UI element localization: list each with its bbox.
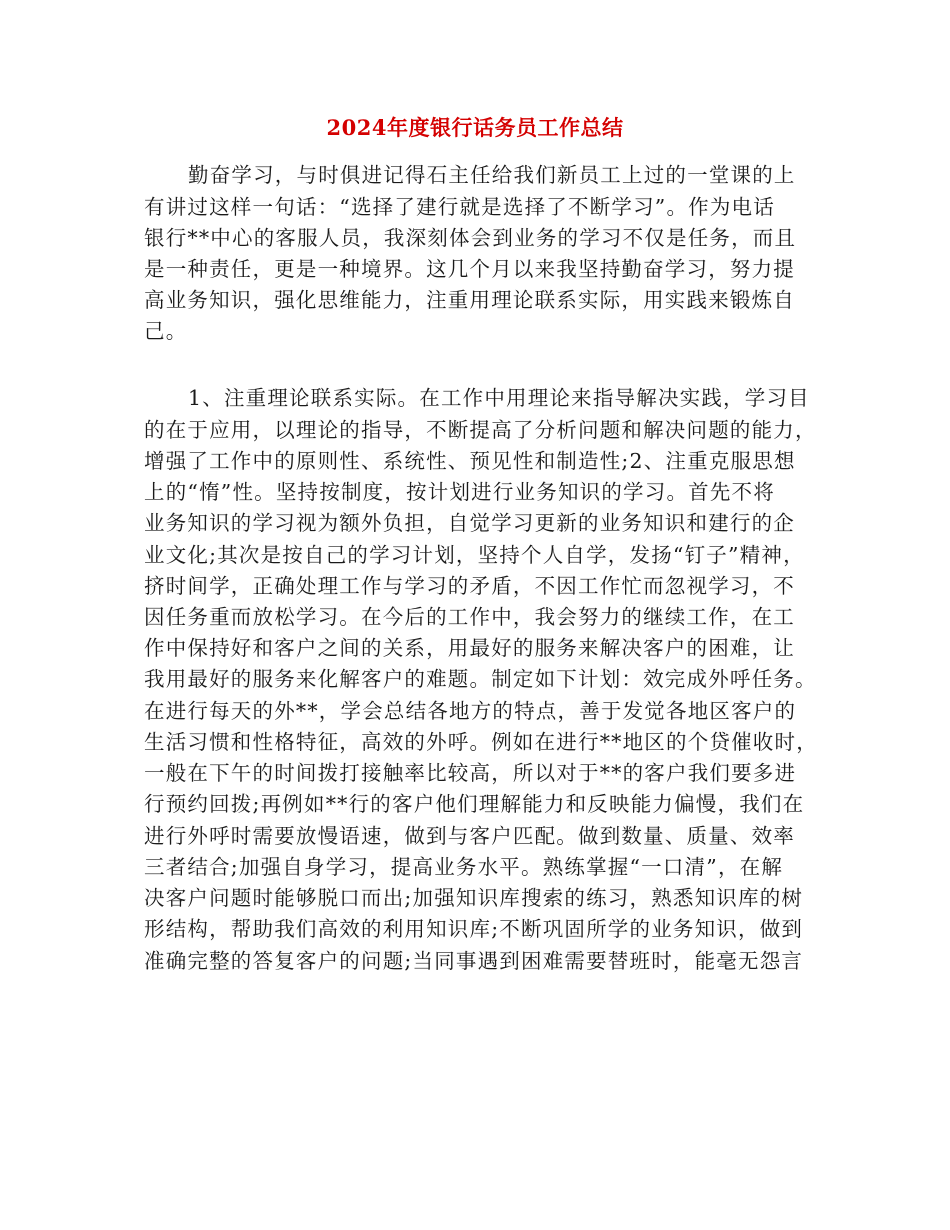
body-line: 三者结合;加强自身学习，提高业务水平。熟练掌握“一口清”，在解 — [144, 855, 784, 879]
body-line: 上的“惰”性。坚持按制度，按计划进行业务知识的学习。首先不将 — [144, 480, 775, 504]
body-line: 己。 — [144, 319, 188, 343]
body-line: 挤时间学，正确处理工作与学习的矛盾，不因工作忙而忽视学习，不 — [144, 574, 795, 598]
body-line: 业务知识的学习视为额外负担，自觉学习更新的业务知识和建行的企 — [144, 511, 795, 535]
body-line: 决客户问题时能够脱口而出;加强知识库搜索的练习，熟悉知识库的树 — [144, 886, 804, 910]
body-line: 一般在下午的时间拨打接触率比较高，所以对于**的客户我们要多进 — [144, 761, 797, 785]
body-line: 有讲过这样一句话：“选择了建行就是选择了不断学习”。作为电话 — [144, 195, 775, 219]
body-line: 1、注重理论联系实际。在工作中用理论来指导解决实践，学习目 — [188, 386, 810, 410]
body-line: 形结构，帮助我们高效的利用知识库;不断巩固所学的业务知识，做到 — [144, 917, 804, 941]
body-line: 的在于应用，以理论的指导，不断提高了分析问题和解决问题的能力， — [144, 418, 817, 442]
body-line: 行预约回拨;再例如**行的客户他们理解能力和反映能力偏慢，我们在 — [144, 792, 805, 816]
body-line: 业文化;其次是按自己的学习计划，坚持个人自学，发扬“钉子”精神， — [144, 543, 805, 567]
body-line: 在进行每天的外**，学会总结各地方的特点，善于发觉各地区客户的 — [144, 699, 797, 723]
body-line: 进行外呼时需要放慢语速，做到与客户匹配。做到数量、质量、效率 — [144, 824, 795, 848]
body-line: 因任务重而放松学习。在今后的工作中，我会努力的继续工作，在工 — [144, 605, 795, 629]
body-line: 作中保持好和客户之间的关系，用最好的服务来解决客户的困难，让 — [144, 636, 795, 660]
body-line: 银行**中心的客服人员，我深刻体会到业务的学习不仅是任务，而且 — [144, 226, 797, 250]
body-line: 高业务知识，强化思维能力，注重用理论联系实际，用实践来锻炼自 — [144, 288, 795, 312]
body-line: 勤奋学习，与时俱进记得石主任给我们新员工上过的一堂课的上 — [188, 163, 796, 187]
body-line: 准确完整的答复客户的问题;当同事遇到困难需要替班时，能毫无怨言 — [144, 949, 804, 973]
document-title: 2024年度银行话务员工作总结 — [326, 115, 624, 140]
body-line: 是一种责任，更是一种境界。这几个月以来我坚持勤奋学习，努力提 — [144, 257, 795, 281]
body-line: 增强了工作中的原则性、系统性、预见性和制造性;2、注重克服思想 — [144, 449, 796, 473]
body-line: 生活习惯和性格特征，高效的外呼。例如在进行**地区的个贷催收时， — [144, 730, 818, 754]
body-line: 我用最好的服务来化解客户的难题。制定如下计划：效完成外呼任务。 — [144, 667, 817, 691]
